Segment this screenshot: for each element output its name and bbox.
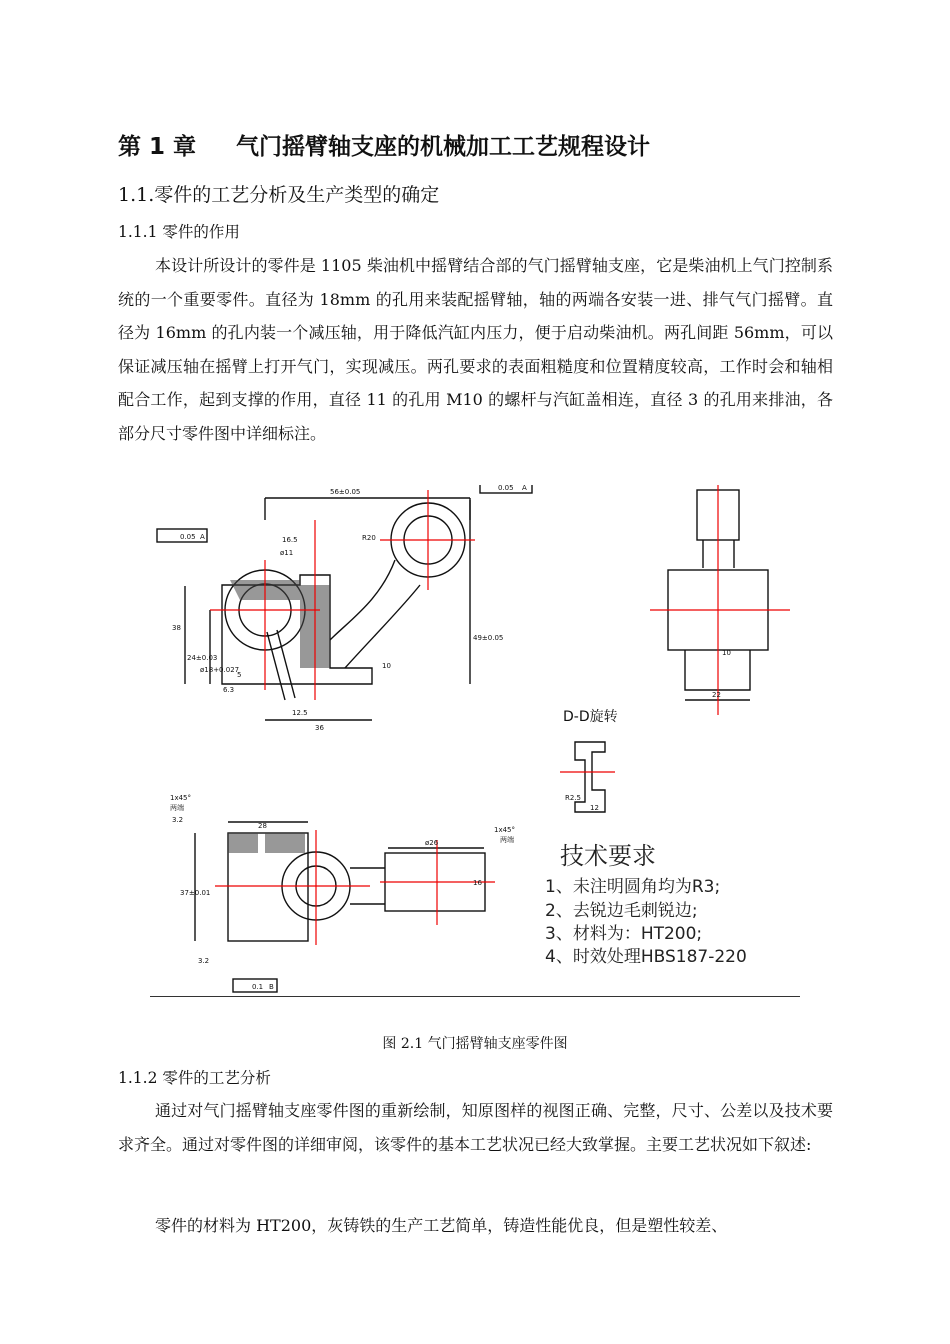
dim-12: 12 <box>590 804 599 812</box>
dim-38: 38 <box>172 624 181 632</box>
both-ends-right: 两端 <box>500 836 514 844</box>
figure-caption: 图 2.1 气门摇臂轴支座零件图 <box>382 1036 568 1052</box>
figure-baseline <box>150 996 800 997</box>
subsection-title-2: 1.1.2 零件的工艺分析 <box>118 1069 271 1087</box>
dim-56: 56±0.05 <box>330 488 361 496</box>
dim-6-3: 6.3 <box>223 686 235 694</box>
dim-12-5: 12.5 <box>292 709 308 717</box>
dim-10: 10 <box>382 662 391 670</box>
dim-22: 22 <box>712 691 721 699</box>
dim-37: 37±0.01 <box>180 889 211 897</box>
dim-r20: R20 <box>362 534 376 542</box>
dim-10-side: 10 <box>722 649 731 657</box>
paragraph-1: 本设计所设计的零件是 1105 柴油机中摇臂结合部的气门摇臂轴支座，它是柴油机上气门控制系统的一个重要零件。直径为 18mm 的孔用来装配摇臂轴，轴的两端各安装一进、排气气门摇臂。直径为 16mm 的孔内装一个减压轴，用于降低汽缸内压力，便于启动柴油机。两孔间距 56mm，可以保证减压轴在摇臂上打开气门，实现减压。两孔要求的表面粗糙度和位置精度较高，工作时会和轴相配合工作，起到支撑的作用，直径 11 的孔用 M10 的螺杆与汽缸盖相连，直径 3 的孔用来排油，各部分尺寸零件图中详细标注。 <box>118 256 833 443</box>
both-ends-left: 两端 <box>170 804 184 812</box>
tech-requirements-title: 技术要求 <box>560 842 656 870</box>
tech-item-1: 1、未注明圆角均为R3; <box>545 877 721 897</box>
datum-a-left: A <box>200 533 205 541</box>
tech-item-3: 3、材料为：HT200; <box>545 924 703 944</box>
chamfer-left: 1x45° <box>170 794 192 802</box>
tol-a: 0.05 <box>498 485 514 492</box>
dim-r2-5: R2.5 <box>565 794 581 802</box>
paragraph-2: 通过对气门摇臂轴支座零件图的重新绘制，知原图样的视图正确、完整，尺寸、公差以及技术要求齐全。通过对零件图的详细审阅，该零件的基本工艺状况已经大致掌握。主要工艺状况如下叙述: <box>118 1101 833 1154</box>
rough-3-2-bottom: 3.2 <box>198 957 210 965</box>
dim-16: 16 <box>473 879 482 887</box>
rough-3-2-top: 3.2 <box>172 816 184 824</box>
paragraph-3: 零件的材料为 HT200，灰铸铁的生产工艺简单，铸造性能优良，但是塑性较差、 <box>155 1216 728 1235</box>
dim-16-5: 16.5 <box>282 536 298 544</box>
dim-26: ø26 <box>425 839 439 847</box>
dim-11: ø11 <box>280 549 294 557</box>
section-title: 1.1.零件的工艺分析及生产类型的确定 <box>118 184 440 206</box>
tol-b: 0.1 <box>252 983 264 991</box>
dim-28: 28 <box>258 822 267 830</box>
dim-49: 49±0.05 <box>473 634 504 642</box>
datum-a: A <box>522 485 527 492</box>
tech-item-2: 2、去锐边毛刺锐边; <box>545 901 698 921</box>
dim-18: ø18+0.027 <box>200 666 240 674</box>
datum-b: B <box>269 983 274 991</box>
chapter-title: 第 1 章 气门摇臂轴支座的机械加工工艺规程设计 <box>118 134 651 160</box>
tol-a-left: 0.05 <box>180 533 196 541</box>
part-drawing <box>150 485 800 1005</box>
section-dd-label: D-D旋转 <box>563 709 618 725</box>
dim-36: 36 <box>315 724 324 732</box>
dim-5: 5 <box>237 671 242 679</box>
dim-24: 24±0.03 <box>187 654 218 662</box>
chamfer-right: 1x45° <box>494 826 516 834</box>
tech-item-4: 4、时效处理HBS187-220 <box>545 947 747 967</box>
subsection-title-1: 1.1.1 零件的作用 <box>118 223 240 241</box>
